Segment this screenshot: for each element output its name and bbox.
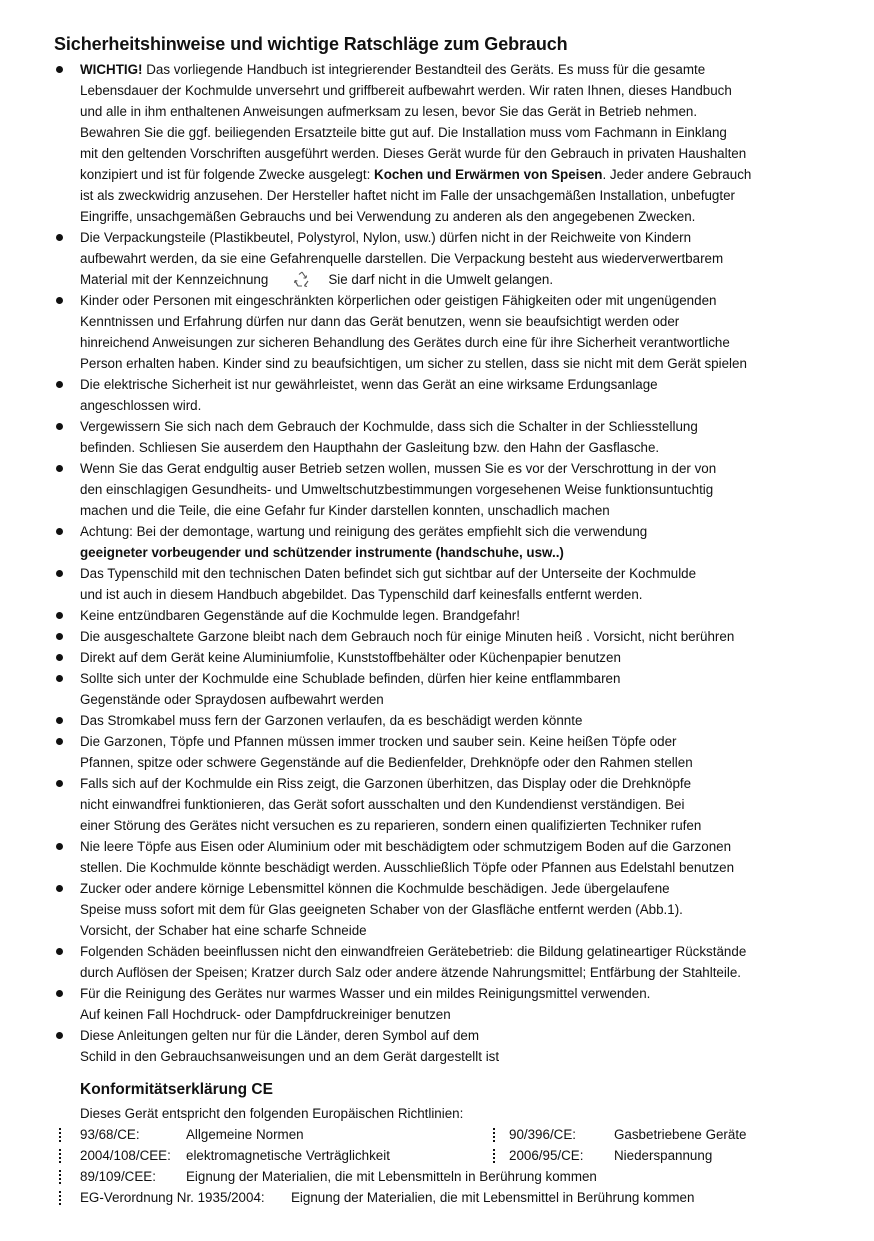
directive-row [0,1187,874,1208]
list-item [56,563,826,605]
text-run: Vergewissern Sie sich nach dem Gebrauch der Kochmulde, dass sich die Schalter in der Schliesstellung [80,419,698,434]
text-run: Kinder oder Personen mit eingeschränkten körperlichen oder geistigen Fähigkeiten oder mit ungenügenden [80,293,717,308]
text-line [80,521,647,542]
text-line [80,248,723,269]
text-run: befinden. Schliesen Sie auserdem den Haupthahn der Gasleitung bzw. den Hahn der Gasflasche. [80,440,660,455]
directive-code: 90/396/CE: [509,1127,576,1142]
text-run: Gegenstände oder Spraydosen aufbewahrt werden [80,692,384,707]
bullet-icon [56,738,63,745]
text-line [80,983,650,1004]
list-item [56,983,826,1025]
page-title: Sicherheitshinweise und wichtige Ratschläge zum Gebrauch [54,34,568,54]
text-line [80,1046,499,1067]
text-line [80,80,732,101]
bullet-icon [56,885,63,892]
text-run: machen und die Teile, die eine Gefahr fur Kinder darstellen konnten, unschadlich machen [80,503,610,518]
text-line [80,353,747,374]
bullet-icon [56,675,63,682]
text-run: Lebensdauer der Kochmulde unversehrt und griffbereit aufbewahrt werden. Wir raten Ihnen, dieses Handbuch [80,83,732,98]
text-line [80,899,683,920]
text-line [80,752,693,773]
text-line [80,815,701,836]
divider-mark [59,1170,63,1184]
text-run: Keine entzündbaren Gegenstände auf die Kochmulde legen. Brandgefahr! [80,608,520,623]
text-run: nicht einwandfrei funktionieren, das Gerät sofort ausschalten und den Kundendienst verständigen. Bei [80,797,685,812]
directive-description: Allgemeine Normen [186,1127,304,1142]
text-line [80,668,620,689]
bullet-icon [56,612,63,619]
text-line [80,290,716,311]
text-line [80,437,659,458]
directive-code: 93/68/CE: [80,1127,140,1142]
list-item [56,605,826,626]
text-line [80,101,697,122]
text-run: Material mit der Kennzeichnung [80,272,269,287]
text-line [80,269,553,290]
text-line [80,374,658,395]
text-line [80,962,741,983]
text-line [80,836,731,857]
text-run: ist als zweckwidrig anzusehen. Der Hersteller haftet nicht im Falle der unsachgemäßen Installation, unbefugter [80,188,735,203]
text-line [80,542,564,563]
directive-code: 2004/108/CEE: [80,1148,171,1163]
text-run: mit den geltenden Vorschriften ausgeführt werden. Dieses Gerät wurde für den Gebrauch in privaten Haushalten [80,146,747,161]
directive-row [0,1166,874,1187]
text-line [80,122,727,143]
divider-mark [493,1149,497,1163]
text-run: Schild in den Gebrauchsanweisungen und an dem Gerät dargestellt ist [80,1049,500,1064]
text-run: Das vorliegende Handbuch ist integrierender Bestandteil des Geräts. Es muss für die gesamte [142,62,706,77]
text-line [80,1004,451,1025]
text-run: Vorsicht, der Schaber hat eine scharfe Schneide [80,923,367,938]
text-line [80,206,695,227]
text-run: Wenn Sie das Gerat endgultig auser Betrieb setzen wollen, mussen Sie es vor der Verschrottung in der von [80,461,717,476]
text-line [80,605,520,626]
text-line [80,59,705,80]
directive-description: Gasbetriebene Geräte [614,1127,747,1142]
text-run: Kenntnissen und Erfahrung dürfen nur dann das Gerät benutzen, wenn sie beaufsichtigt werden oder [80,314,680,329]
bullet-icon [56,717,63,724]
text-line [80,689,384,710]
text-run: stellen. Die Kochmulde könnte beschädigt werden. Ausschließlich Töpfe oder Pfannen aus Edelstahl benutzen [80,860,735,875]
divider-mark [59,1191,63,1205]
text-run: Falls sich auf der Kochmulde ein Riss zeigt, die Garzonen überhitzen, das Display oder die Drehknöpfe [80,776,692,791]
directive-code: 89/109/CEE: [80,1169,156,1184]
divider-mark [59,1128,63,1142]
text-run: Nie leere Töpfe aus Eisen oder Aluminium oder mit beschädigtem oder schmutzigem Boden auf die Garzonen [80,839,732,854]
text-run: durch Auflösen der Speisen; Kratzer durch Salz oder andere ätzende Nahrungsmittel; Entfärbung der Stahlteile. [80,965,741,980]
list-item [56,878,826,941]
text-line [80,479,713,500]
bullet-icon [56,780,63,787]
text-run: Diese Anleitungen gelten nur für die Länder, deren Symbol auf dem [80,1028,480,1043]
bullet-icon [56,528,63,535]
list-item [56,626,826,647]
conformity-intro: Dieses Gerät entspricht den folgenden Europäischen Richtlinien: [80,1106,464,1121]
text-run: Die ausgeschaltete Garzone bleibt nach dem Gebrauch noch für einige Minuten heiß . Vorsicht, nicht berühren [80,629,735,644]
text-run: Eingriffe, unsachgemäßen Gebrauchs und bei Verwendung zu anderen als den angegebenen Zwecken. [80,209,696,224]
directive-description: Eignung der Materialien, die mit Lebensmittel in Berührung kommen [291,1190,695,1205]
text-line [80,563,696,584]
text-run: Pfannen, spitze oder schwere Gegenstände auf die Bedienfelder, Drehknöpfe oder den Rahmen stellen [80,755,693,770]
text-line [80,920,367,941]
bullet-icon [56,381,63,388]
text-line [80,626,734,647]
text-run: Die elektrische Sicherheit ist nur gewährleistet, wenn das Gerät an eine wirksame Erdungsanlage [80,377,658,392]
directive-description: Eignung der Materialien, die mit Lebensmitteln in Berührung kommen [186,1169,597,1184]
directive-code: 2006/95/CE: [509,1148,584,1163]
text-run: Sie darf nicht in die Umwelt gelangen. [328,272,554,287]
list-item [56,521,826,563]
text-run: konzipiert und ist für folgende Zwecke ausgelegt: [80,167,375,182]
text-line [80,878,670,899]
text-run: Auf keinen Fall Hochdruck- oder Dampfdruckreiniger benutzen [80,1007,451,1022]
divider-mark [493,1128,497,1142]
list-item [56,710,826,731]
text-run: angeschlossen wird. [80,398,202,413]
text-run: Die Garzonen, Töpfe und Pfannen müssen immer trocken und sauber sein. Keine heißen Töpfe oder [80,734,677,749]
text-run: Direkt auf dem Gerät keine Aluminiumfolie, Kunststoffbehälter oder Küchenpapier benutzen [80,650,621,665]
bullet-icon [56,234,63,241]
text-run: Die Verpackungsteile (Plastikbeutel, Polystyrol, Nylon, usw.) dürfen nicht in der Reichweite von Kindern [80,230,692,245]
bullet-icon [56,423,63,430]
text-run: und ist auch in diesem Handbuch abgebildet. Das Typenschild darf keinesfalls entfernt werden. [80,587,643,602]
text-run: Achtung: Bei der demontage, wartung und reinigung des gerätes empfiehlt sich die verwendung [80,524,648,539]
text-run: Zucker oder andere körnige Lebensmittel können die Kochmulde beschädigen. Jede übergelaufene [80,881,670,896]
text-run: einer Störung des Gerätes nicht versuchen es zu reparieren, sondern einen qualifizierten Techniker rufen [80,818,702,833]
text-run: Für die Reinigung des Gerätes nur warmes Wasser und ein mildes Reinigungsmittel verwenden. [80,986,651,1001]
text-line [80,143,746,164]
list-item [56,773,826,836]
directive-description: Niederspannung [614,1148,713,1163]
bullet-icon [56,654,63,661]
divider-mark [59,1149,63,1163]
list-item [56,647,826,668]
list-item [56,290,826,374]
recycle-icon [292,270,312,288]
list-item [56,458,826,521]
emphasis-text: Kochen und Erwärmen von Speisen [374,167,603,182]
list-item [56,374,826,416]
text-line [80,1025,479,1046]
list-item [56,59,826,227]
bullet-icon [56,948,63,955]
directive-row [0,1145,874,1166]
text-line [80,857,734,878]
text-line [80,332,730,353]
bullet-icon [56,990,63,997]
text-run: Speise muss sofort mit dem für Glas geeigneten Schaber von der Glasfläche entfernt werden (Abb.1). [80,902,683,917]
text-line [80,941,746,962]
text-line [80,647,621,668]
text-line [80,710,582,731]
list-item [56,668,826,710]
emphasis-text: geeigneter vorbeugender und schützender instrumente (handschuhe, usw..) [80,545,564,560]
bullet-icon [56,66,63,73]
text-line [80,395,201,416]
directive-code: EG-Verordnung Nr. 1935/2004: [80,1190,265,1205]
list-item [56,731,826,773]
list-item [56,227,826,290]
bullet-icon [56,465,63,472]
list-item [56,416,826,458]
text-run: und alle in ihm enthaltenen Anweisungen aufmerksam zu lesen, bevor Sie das Gerät in Betrieb nehmen. [80,104,698,119]
conformity-title: Konformitätserklärung CE [80,1081,273,1098]
directive-description: elektromagnetische Verträglichkeit [186,1148,390,1163]
bullet-icon [56,570,63,577]
emphasis-text: WICHTIG! [80,62,143,77]
bullet-icon [56,633,63,640]
text-line [80,311,679,332]
text-run: Das Typenschild mit den technischen Daten befindet sich gut sichtbar auf der Unterseite der Kochmulde [80,566,697,581]
bullet-icon [56,1032,63,1039]
text-line [80,731,677,752]
text-run: aufbewahrt werden, da sie eine Gefahrenquelle darstellen. Die Verpackung besteht aus wiederverwertbarem [80,251,724,266]
text-run: Das Stromkabel muss fern der Garzonen verlaufen, da es beschädigt werden könnte [80,713,583,728]
text-line [80,500,610,521]
text-line [80,185,735,206]
text-line [80,773,691,794]
text-run: Person erhalten haben. Kinder sind zu beaufsichtigen, um sicher zu stellen, dass sie nicht mit dem Gerät spielen [80,356,747,371]
text-line [80,416,698,437]
list-item [56,941,826,983]
list-item [56,836,826,878]
text-line [80,227,691,248]
list-item [56,1025,826,1067]
bullet-icon [56,843,63,850]
text-line [80,584,643,605]
text-run: . Jeder andere Gebrauch [602,167,752,182]
text-line [80,794,684,815]
text-run: Bewahren Sie die ggf. beiliegenden Ersatzteile bitte gut auf. Die Installation muss vom Fachmann in Einklang [80,125,727,140]
text-line [80,458,716,479]
text-run: den einschlagigen Gesundheits- und Umweltschutzbestimmungen vorgesehenen Weise funktionsuntuchtig [80,482,714,497]
bullet-icon [56,297,63,304]
directive-row [0,1124,874,1145]
text-run: hinreichend Anweisungen zur sicheren Behandlung des Gerätes durch eine für ihre Sicherheit verantwortliche [80,335,730,350]
text-line [80,164,751,185]
text-run: Folgenden Schäden beeinflussen nicht den einwandfreien Gerätebetrieb: die Bildung gelatineartiger Rückstände [80,944,747,959]
text-run: Sollte sich unter der Kochmulde eine Schublade befinden, dürfen hier keine entflammbaren [80,671,621,686]
